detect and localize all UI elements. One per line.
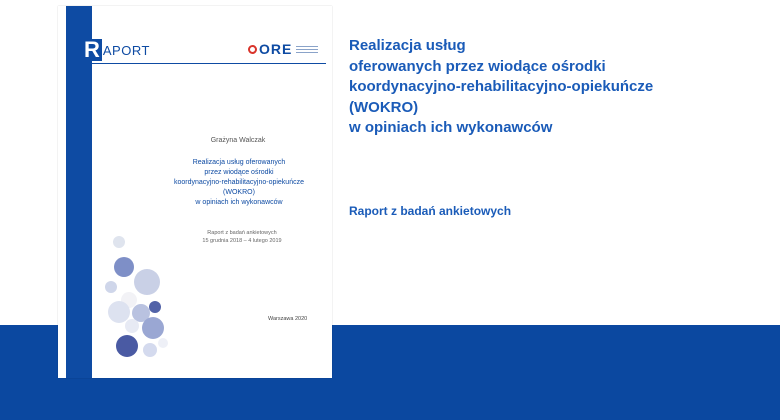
ore-logo-text: ORE: [259, 41, 293, 57]
decorative-circle: [108, 301, 130, 323]
decorative-circle: [143, 343, 157, 357]
raport-logo-letter: R: [84, 37, 100, 62]
decorative-circle: [105, 281, 117, 293]
decorative-circle: [149, 301, 161, 313]
cover-author: Grażyna Walczak: [210, 137, 266, 144]
cover-title-line: przez wiodące ośrodki: [204, 169, 274, 176]
decorative-circle: [125, 319, 139, 333]
cover-title-line: Realizacja usług oferowanych: [192, 159, 286, 166]
main-title-line: oferowanych przez wiodące ośrodki: [349, 57, 606, 75]
cover-title-line: koordynacyjno-rehabilitacyjno-opiekuńcze: [174, 179, 304, 186]
decorative-circle: [142, 317, 164, 339]
report-cover: [58, 6, 332, 378]
decorative-circle: [158, 338, 168, 348]
decorative-circle: [134, 269, 160, 295]
decorative-circle: [113, 236, 125, 248]
main-title-line: w opiniach ich wykonawców: [349, 119, 553, 136]
cover-title-line: w opiniach ich wykonawców: [195, 199, 283, 206]
cover-place: Warszawa 2020: [268, 316, 308, 322]
main-title: [349, 36, 774, 139]
main-subtitle: Raport z badań ankietowych: [349, 204, 512, 218]
decorative-circle: [114, 257, 134, 277]
cover-sub-line: Raport z badań ankietowych: [207, 230, 277, 236]
main-title-line: (WOKRO): [349, 98, 419, 116]
decorative-circles: [58, 6, 332, 378]
cover-sub-line: 15 grudnia 2018 – 4 lutego 2019: [202, 238, 282, 244]
main-title-line: koordynacyjno-rehabilitacyjno-opiekuńcze: [349, 78, 654, 95]
raport-logo-rest: APORT: [102, 43, 150, 58]
main-title-line: Realizacja usług: [349, 37, 466, 54]
cover-title-line: (WOKRO): [223, 189, 255, 196]
decorative-circle: [116, 335, 138, 357]
